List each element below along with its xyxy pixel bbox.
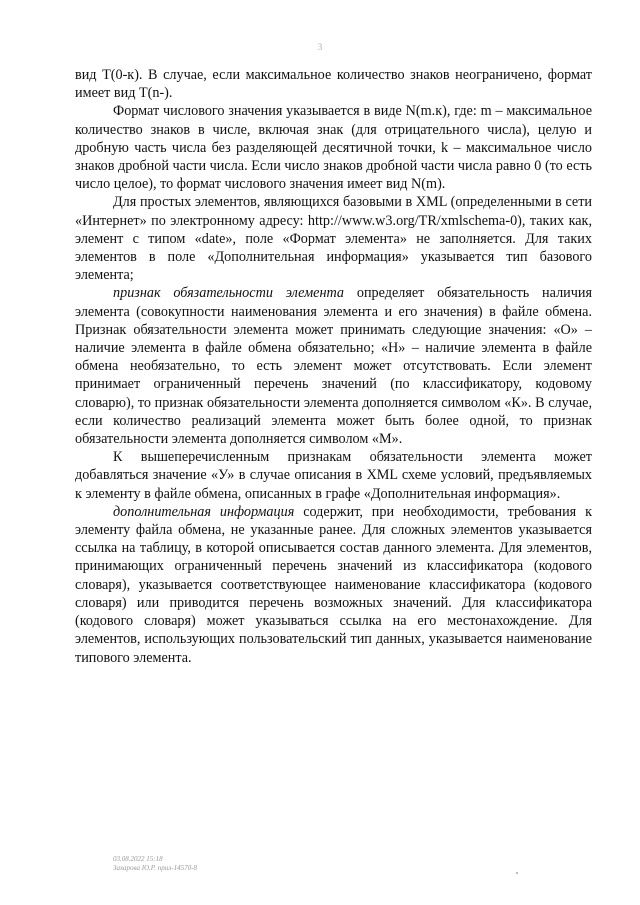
paragraph-text: К вышеперечисленным признакам обязательности элемента может добавляться значение «У» в случае описания в XML схеме условий, предъявляемых к элементу в файле обмена, описанных в графе «Дополнительная информация».: [75, 449, 592, 502]
paragraph-text: Формат числового значения указывается в виде N(m.к), где: m – максимальное количество знаков в числе, включая знак (для отрицательного числа), целую и дробную часть числа без разделяющей десятичной точки, k – максимальное число знаков дробной части числа. Если число знаков дробной части числа равно 0 (то есть число целое), то формат числового значения имеет вид N(m).: [75, 103, 592, 193]
paragraph: [75, 193, 592, 284]
paragraph: [75, 503, 592, 667]
document-body: [75, 66, 592, 667]
page-number: 3: [317, 42, 323, 52]
paragraph: [75, 448, 592, 503]
footer-timestamp: 03.08.2022 15:18: [113, 855, 163, 863]
italic-term: признак обязательности элемента: [113, 285, 345, 302]
paragraph-text: вид Т(0-к). В случае, если максимальное количество знаков неограничено, формат имеет вид Т(n-).: [75, 67, 592, 102]
footer-stamp: [113, 855, 197, 873]
paragraph: [75, 102, 592, 193]
paragraph: [75, 284, 592, 448]
footer-author: Захарова Ю.Р. прил-14570-8: [113, 864, 197, 872]
italic-term: дополнительная информация: [113, 503, 295, 520]
paragraph-text: Для простых элементов, являющихся базовыми в XML (определенными в сети «Интернет» по электронному адресу: http://www.w3.org/TR/xmlschema-0), таких как, элемент с типом «date», поле «Формат элемента» не заполняется. Для таких элементов в поле «Дополнительная информация» указывается тип базового элемента;: [75, 194, 592, 284]
paragraph-text: содержит, при необходимости, требования к элементу файла обмена, не указанные ранее. Для сложных элементов указывается ссылка на таблицу, в которой описывается состав данного элемента. Для элементов, принимающих ограниченный перечень значений из классификатора (кодового словаря), указывается соответствующее наименование классификатора (кодового словаря) или приводится перечень возможных значений. Для классификатора (кодового словаря) может указываться ссылка на его местонахождение. Для элементов, использующих пользовательский тип данных, указывается наименование типового элемента.: [75, 503, 592, 666]
paragraph: [75, 66, 592, 102]
scan-dot: [516, 872, 518, 874]
paragraph-text: определяет обязательность наличия элемента (совокупности наименования элемента и его значения) в файле обмена. Признак обязательности элемента может принимать следующие значения: «О» – наличие элемента в файле обмена обязательно; «Н» – наличие элемента в файле обмена необязательно, то есть элемент может отсутствовать. Если элемент принимает ограниченный перечень значений (по классификатору, кодовому словарю), то признак обязательности элемента дополняется символом «К». В случае, если количество реализаций элемента может быть более одной, то признак обязательности элемента дополняется символом «М».: [75, 285, 592, 448]
